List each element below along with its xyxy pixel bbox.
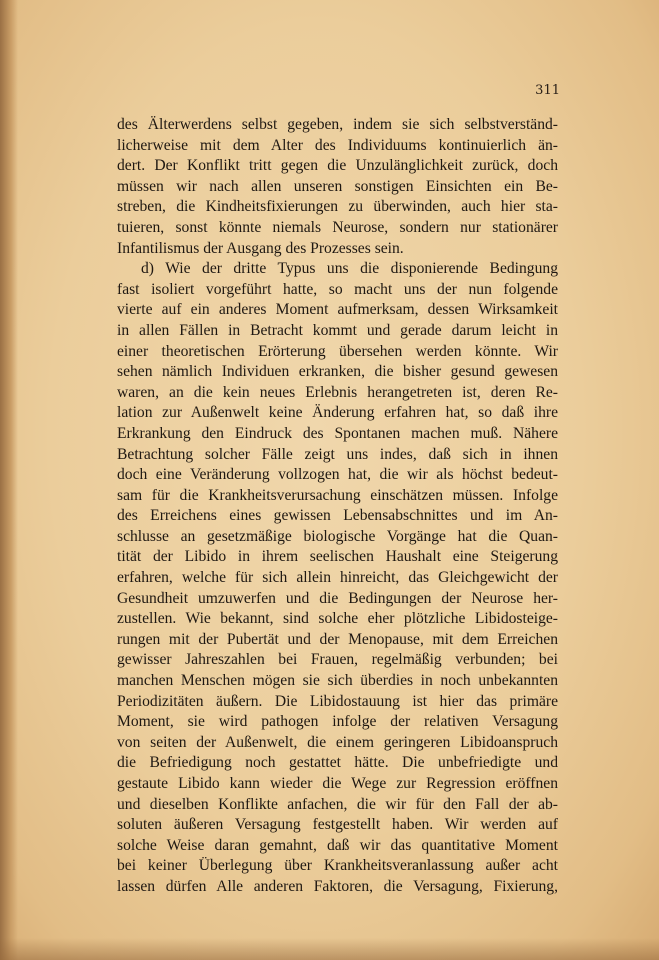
text-line: von seiten der Außenwelt, die einem geringeren Libidoanspruch <box>117 733 558 751</box>
text-line: licherweise mit dem Alter des Individuums kontinuierlich än- <box>117 136 558 154</box>
text-line: Moment, sie wird pathogen infolge der relativen Versagung <box>117 713 558 731</box>
text-line: tität der Libido in ihrem seelischen Haushalt eine Steigerung <box>117 548 558 566</box>
text-line: einer theoretischen Erörterung übersehen werden könnte. Wir <box>117 342 558 360</box>
text-line: Betrachtung solcher Fälle zeigt uns indes, daß sich in ihnen <box>117 445 558 463</box>
text-line: waren, an die kein neues Erlebnis herangetreten ist, deren Re- <box>117 383 558 401</box>
text-line: die Befriedigung noch gestattet hätte. Die unbefriedigte und <box>117 754 558 772</box>
text-line: des Älterwerdens selbst gegeben, indem sie sich selbstverständ- <box>117 116 558 133</box>
text-line: manchen Menschen mögen sie sich überdies in noch unbekannten <box>117 672 558 690</box>
text-line: bei keiner Überlegung über Krankheitsveranlassung außer acht <box>117 857 558 875</box>
text-line: sehen nämlich Individuen erkranken, die bisher gesund gewesen <box>117 363 558 381</box>
text-line: rungen mit der Pubertät und der Menopause, mit dem Erreichen <box>117 630 558 648</box>
text-line: doch eine Veränderung vollzogen hat, die wir als höchst bedeut- <box>117 466 558 484</box>
text-line: dert. Der Konflikt tritt gegen die Unzulänglichkeit zurück, doch <box>117 157 558 175</box>
text-line: Erkrankung den Eindruck des Spontanen machen muß. Nähere <box>117 424 558 442</box>
text-line: gestaute Libido kann wieder die Wege zur Regression eröffnen <box>117 775 558 792</box>
text-line: und dieselben Konflikte anfachen, die wir für den Fall der ab- <box>117 795 558 813</box>
text-line: zustellen. Wie bekannt, sind solche eher plötzliche Libidosteige- <box>117 610 558 628</box>
body-text <box>117 115 558 898</box>
text-line: d) Wie der dritte Typus uns die disponierende Bedingung <box>141 260 558 278</box>
text-line: lation zur Außenwelt keine Änderung erfahren hat, so daß ihre <box>117 404 558 422</box>
text-line: des Erreichens eines gewissen Lebensabschnittes und im An- <box>117 507 558 525</box>
text-line: soluten äußeren Versagung festgestellt haben. Wir werden auf <box>117 816 558 834</box>
text-line: fast isoliert vorgeführt hatte, so macht uns der nun folgende <box>117 280 558 298</box>
text-line: erfahren, welche für sich allein hinreicht, das Gleichgewicht der <box>117 569 558 587</box>
binding-shadow <box>0 0 18 960</box>
text-line: Periodizitäten äußern. Die Libidostauung ist hier das primäre <box>117 692 558 710</box>
text-line: in allen Fällen in Betracht kommt und gerade darum leicht in <box>117 321 558 339</box>
text-line: vierte auf ein anderes Moment aufmerksam, dessen Wirksamkeit <box>117 301 558 319</box>
page-edge-shadow <box>0 938 659 960</box>
text-line: gewisser Jahreszahlen bei Frauen, regelmäßig verbunden; bei <box>117 651 558 669</box>
text-line: Infantilismus der Ausgang des Prozesses sein. <box>117 239 404 257</box>
text-line: lassen dürfen Alle anderen Faktoren, die Versagung, Fixierung, <box>117 877 558 895</box>
text-line: solche Weise daran gemahnt, daß wir das quantitative Moment <box>117 836 558 854</box>
text-line: schlusse an gesetzmäßige biologische Vorgänge hat die Quan- <box>117 527 558 545</box>
text-line: müssen wir nach allen unseren sonstigen Einsichten ein Be- <box>117 177 558 195</box>
text-line: sam für die Krankheitsverursachung einschätzen müssen. Infolge <box>117 486 558 504</box>
text-line: streben, die Kindheitsfixierungen zu überwinden, auch hier sta- <box>117 198 558 216</box>
text-line: tuieren, sonst könnte niemals Neurose, sondern nur stationärer <box>117 218 558 236</box>
page-number: 311 <box>535 83 560 98</box>
text-line: Gesundheit umzuwerfen und die Bedingungen der Neurose her- <box>117 589 558 607</box>
